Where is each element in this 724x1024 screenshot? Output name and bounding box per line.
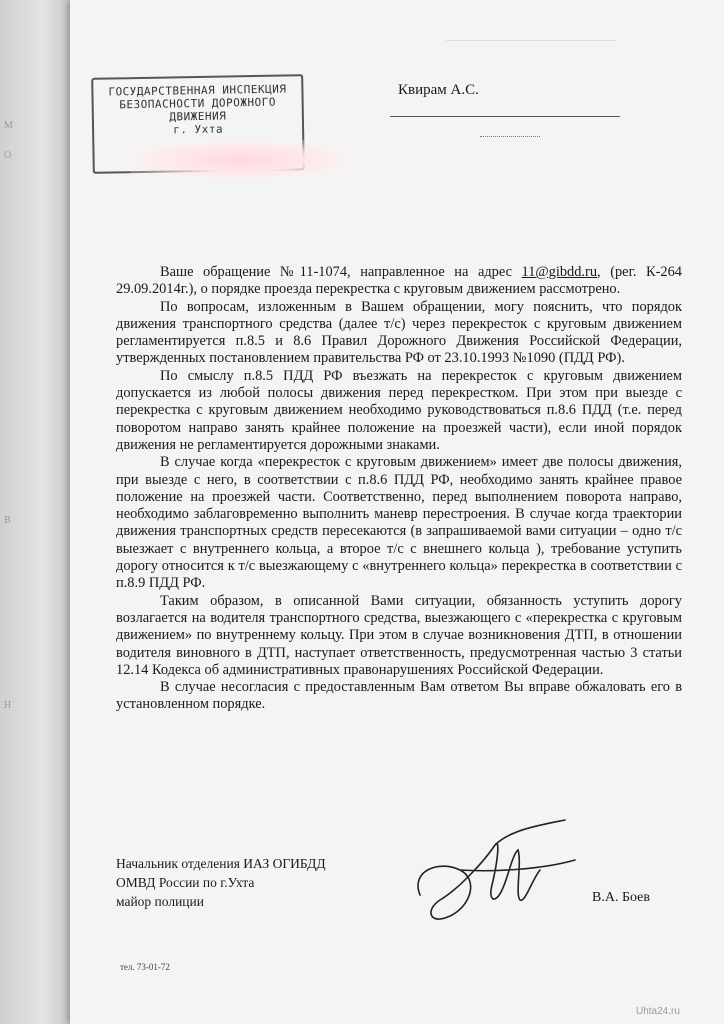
stamp-line: ГОСУДАРСТВЕННАЯ ИНСПЕКЦИЯ bbox=[108, 82, 287, 99]
signer-department: ОМВД России по г.Ухта bbox=[116, 875, 255, 890]
stamp-line: г. Ухта bbox=[173, 122, 224, 137]
email-address: 11@gibdd.ru bbox=[521, 264, 598, 280]
paragraph: По вопросам, изложенным в Вашем обращении, могу пояснить, что порядок движения транспортного средства (далее т/с) через перекресток с круговым движением регламентируется п.8.5 и 8.6 Правил Дорожного Движения Российской Федерации, утвержденных постановлением правительства РФ от 23.10.1993 №1090 (ПДД РФ). bbox=[116, 298, 682, 367]
redacted-area bbox=[130, 140, 350, 180]
letter-body bbox=[116, 264, 682, 714]
paragraph-text: Ваше обращение №11-1074, направленное на адрес bbox=[160, 264, 522, 280]
signer-position: Начальник отделения ИАЗ ОГИБДД bbox=[116, 856, 326, 871]
paragraph-text: , (рег. К-264 29.09.2014г.), о порядке проезда перекрестка с круговым движением рассмотрено. bbox=[116, 264, 682, 298]
signer-block bbox=[116, 854, 326, 911]
previous-page-edge bbox=[0, 0, 70, 1024]
paragraph: В случае несогласия с предоставленным Вам ответом Вы вправе обжаловать его в установленном порядке. bbox=[116, 679, 682, 713]
paragraph bbox=[116, 264, 682, 299]
signer-name: В.А. Боев bbox=[592, 890, 650, 905]
addressee-name: Квирам А.С. bbox=[398, 82, 479, 98]
bleed-through-region bbox=[446, 40, 616, 101]
paragraph: В случае когда «перекресток с круговым движением» имеет две полосы движения, при выезде с него, в соответствии с п.8.6 ПДД РФ, необходимо занять крайнее правое положение на проезжей части. Соответственно, перед выполнением поворота направо, необходимо заблаговременно выполнить маневр перестроения. В случае когда траектории движения транспортных средств пересекаются (в запрашиваемой вами ситуации – одно т/с выезжает с внутреннего кольца, а второе т/с с внешнего кольца ), требование уступить дорогу относится к т/с выезжающему с «внутреннего кольца» перекрестка в соответствии с п.8.9 ПДД РФ. bbox=[116, 454, 682, 592]
paragraph: По смыслу п.8.5 ПДД РФ въезжать на перекресток с круговым движением допускается из любой полосы движения перед перекрестком. При этом при выезде с перекрестка с круговым движением необходимо руководствоваться п.8.6 ПДД (т.е. перед поворотом направо занять крайнее положение на проезжей части), если иной порядок движения не регламентируется дорожными знаками. bbox=[116, 367, 682, 453]
site-watermark: Uhta24.ru bbox=[636, 1006, 680, 1017]
phone-number: тел. 73-01-72 bbox=[120, 962, 170, 972]
signer-rank: майор полиции bbox=[116, 894, 204, 909]
faint-bleed-text: Н bbox=[4, 700, 12, 711]
address-line bbox=[390, 116, 620, 117]
handwritten-signature bbox=[400, 800, 580, 940]
faint-bleed-text: М bbox=[4, 120, 13, 131]
paragraph: Таким образом, в описанной Вами ситуации, обязанность уступить дорогу возлагается на водителя транспортного средства, выезжающего с «перекрестка с круговым движением» по внутреннему кольцу. При этом в случае возникновения ДТП, в отношении водителя виновного в ДТП, наступает ответственность, предусмотренная частью 3 статьи 12.14 Кодекса об административных правонарушениях Российской Федерации. bbox=[116, 592, 682, 678]
letter-page bbox=[70, 0, 724, 1024]
stamp-line: ДВИЖЕНИЯ bbox=[169, 109, 227, 124]
address-line bbox=[480, 136, 540, 137]
stamp-line: БЕЗОПАСНОСТИ ДОРОЖНОГО bbox=[119, 95, 277, 112]
faint-bleed-text: В bbox=[4, 515, 11, 526]
faint-bleed-text: О bbox=[4, 150, 12, 161]
